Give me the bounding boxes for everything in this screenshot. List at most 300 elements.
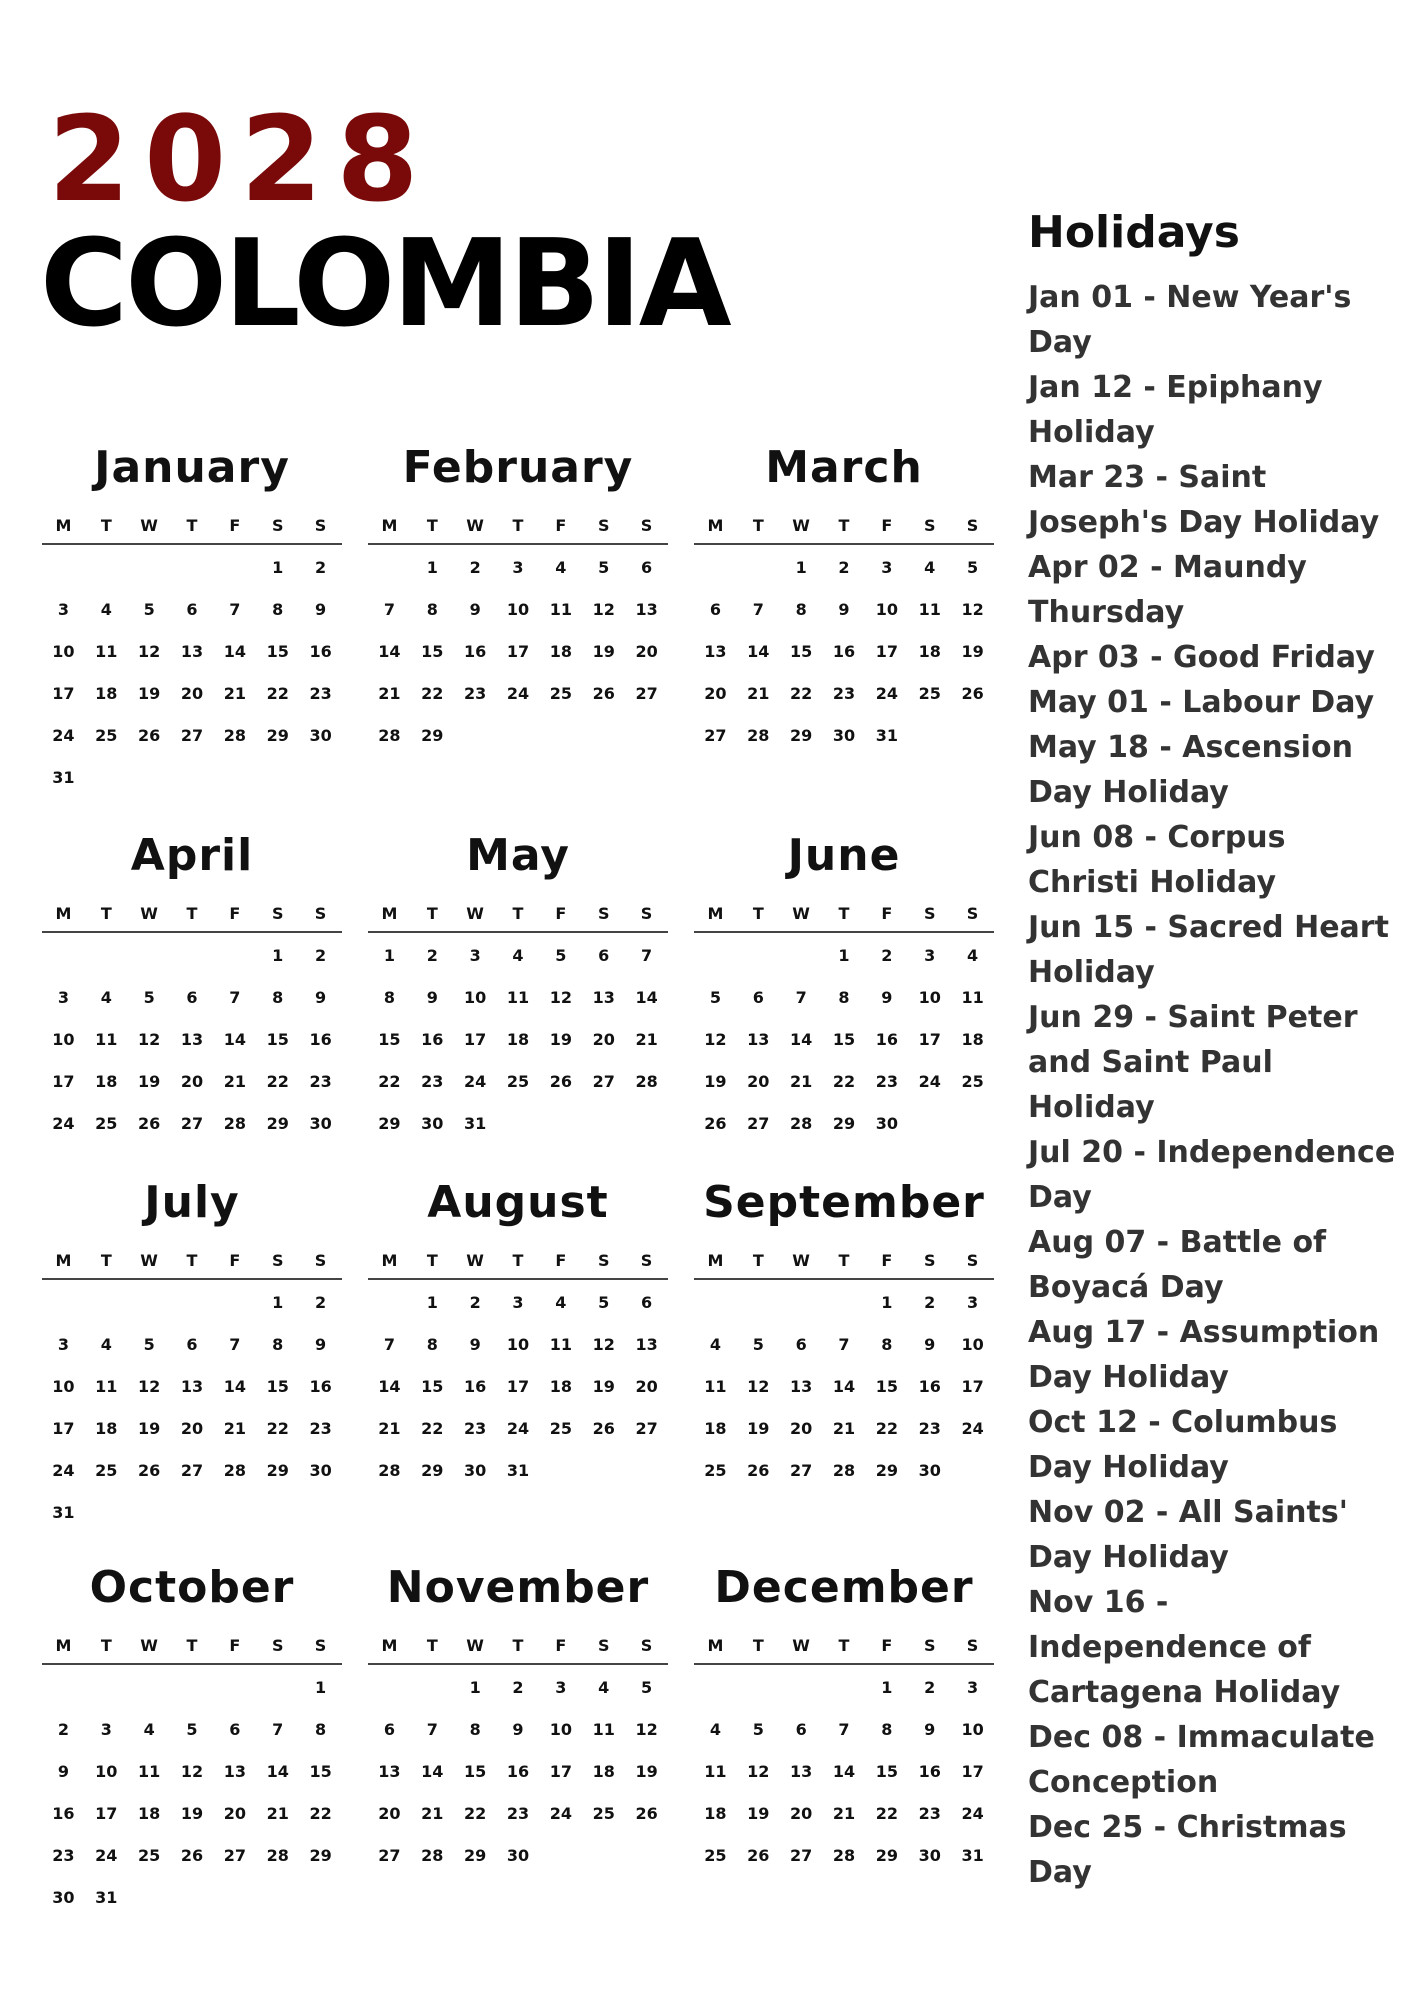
day-cell: 23 bbox=[309, 1072, 332, 1091]
day-cell: 30 bbox=[309, 726, 332, 745]
day-cell: 22 bbox=[266, 1419, 289, 1438]
day-cell: 5 bbox=[709, 988, 721, 1007]
day-cell: 12 bbox=[592, 600, 615, 619]
day-cell: 29 bbox=[464, 1846, 487, 1865]
day-cell: 13 bbox=[747, 1030, 770, 1049]
day-cell: 16 bbox=[421, 1030, 444, 1049]
day-cell: 29 bbox=[421, 726, 444, 745]
day-cell: 1 bbox=[426, 558, 438, 577]
day-cell: 14 bbox=[421, 1762, 444, 1781]
month-august bbox=[368, 1175, 668, 1492]
day-cell: 9 bbox=[838, 600, 850, 619]
weekday-label: T bbox=[838, 516, 850, 535]
day-cell: 11 bbox=[704, 1762, 727, 1781]
day-cell: 28 bbox=[747, 726, 770, 745]
day-cell: 3 bbox=[967, 1678, 979, 1697]
empty-cell bbox=[780, 935, 823, 977]
day-cell: 19 bbox=[180, 1804, 204, 1823]
day-cell: 19 bbox=[961, 642, 984, 661]
weekday-header bbox=[42, 904, 342, 933]
day-grid bbox=[694, 1667, 994, 1877]
day-cell: 4 bbox=[100, 1335, 112, 1354]
day-cell: 5 bbox=[143, 988, 155, 1007]
day-cell: 9 bbox=[512, 1720, 524, 1739]
day-cell: 10 bbox=[95, 1762, 118, 1781]
day-cell: 9 bbox=[426, 988, 438, 1007]
day-cell: 24 bbox=[464, 1072, 487, 1091]
weekday-label: F bbox=[229, 516, 241, 535]
holiday-item: May 18 - Ascension Day Holiday bbox=[1028, 730, 1353, 810]
empty-cell bbox=[85, 1282, 128, 1324]
day-cell: 23 bbox=[918, 1419, 941, 1438]
day-cell: 25 bbox=[704, 1461, 727, 1480]
weekday-label: W bbox=[466, 1636, 484, 1655]
day-cell: 8 bbox=[426, 1335, 438, 1354]
day-cell: 17 bbox=[52, 1419, 75, 1438]
day-cell: 11 bbox=[549, 600, 572, 619]
day-cell: 21 bbox=[266, 1804, 289, 1823]
weekday-label: M bbox=[55, 516, 72, 535]
day-cell: 31 bbox=[875, 726, 898, 745]
month-june bbox=[694, 828, 994, 1145]
day-cell: 3 bbox=[512, 558, 524, 577]
day-cell: 1 bbox=[469, 1678, 481, 1697]
day-cell: 29 bbox=[309, 1846, 332, 1865]
day-cell: 10 bbox=[961, 1720, 984, 1739]
weekday-label: F bbox=[229, 1251, 241, 1270]
empty-cell bbox=[213, 935, 256, 977]
weekday-label: T bbox=[752, 904, 764, 923]
day-cell: 22 bbox=[421, 684, 444, 703]
day-cell: 5 bbox=[143, 1335, 155, 1354]
weekday-label: S bbox=[966, 516, 979, 535]
weekday-label: S bbox=[314, 1636, 327, 1655]
day-cell: 12 bbox=[635, 1720, 658, 1739]
empty-cell bbox=[694, 935, 737, 977]
day-cell: 26 bbox=[747, 1846, 770, 1865]
day-cell: 23 bbox=[52, 1846, 75, 1865]
day-cell: 29 bbox=[790, 726, 813, 745]
weekday-label: W bbox=[792, 516, 810, 535]
weekday-label: M bbox=[381, 516, 398, 535]
day-cell: 15 bbox=[421, 642, 444, 661]
day-cell: 1 bbox=[838, 946, 850, 965]
day-cell: 7 bbox=[229, 1335, 241, 1354]
day-cell: 14 bbox=[266, 1762, 289, 1781]
weekday-label: M bbox=[707, 516, 724, 535]
weekday-label: T bbox=[426, 904, 438, 923]
day-cell: 3 bbox=[57, 1335, 69, 1354]
holiday-item: Jan 12 - Epiphany Holiday bbox=[1028, 370, 1323, 450]
empty-cell bbox=[42, 935, 85, 977]
day-cell: 18 bbox=[95, 1072, 118, 1091]
weekday-label: S bbox=[966, 904, 979, 923]
day-cell: 14 bbox=[747, 642, 770, 661]
weekday-label: T bbox=[426, 1251, 438, 1270]
weekday-header bbox=[694, 516, 994, 545]
day-cell: 14 bbox=[223, 1030, 246, 1049]
empty-cell bbox=[368, 1282, 411, 1324]
day-cell: 8 bbox=[272, 988, 284, 1007]
day-cell: 12 bbox=[138, 1377, 161, 1396]
day-cell: 3 bbox=[555, 1678, 567, 1697]
day-cell: 13 bbox=[790, 1377, 813, 1396]
empty-cell bbox=[256, 1667, 299, 1709]
weekday-label: S bbox=[923, 1636, 936, 1655]
day-cell: 25 bbox=[138, 1846, 161, 1865]
day-cell: 22 bbox=[309, 1804, 332, 1823]
weekday-label: M bbox=[55, 1251, 72, 1270]
weekday-label: S bbox=[640, 904, 653, 923]
weekday-label: T bbox=[186, 1251, 198, 1270]
day-cell: 20 bbox=[790, 1804, 813, 1823]
day-cell: 4 bbox=[512, 946, 524, 965]
day-cell: 8 bbox=[838, 988, 850, 1007]
day-cell: 23 bbox=[309, 1419, 332, 1438]
day-cell: 3 bbox=[924, 946, 936, 965]
day-cell: 22 bbox=[464, 1804, 487, 1823]
weekday-label: M bbox=[707, 1636, 724, 1655]
day-cell: 2 bbox=[315, 558, 327, 577]
day-cell: 19 bbox=[747, 1419, 770, 1438]
day-cell: 3 bbox=[57, 600, 69, 619]
day-cell: 15 bbox=[464, 1762, 487, 1781]
empty-cell bbox=[128, 547, 171, 589]
day-cell: 28 bbox=[832, 1846, 856, 1865]
weekday-label: S bbox=[271, 516, 284, 535]
weekday-label: W bbox=[140, 904, 158, 923]
day-cell: 11 bbox=[138, 1762, 161, 1781]
weekday-header bbox=[694, 904, 994, 933]
holiday-item: Jun 29 - Saint Peter and Saint Paul Holiday bbox=[1028, 1000, 1358, 1125]
weekday-label: S bbox=[923, 904, 936, 923]
day-cell: 29 bbox=[421, 1461, 444, 1480]
day-cell: 19 bbox=[592, 1377, 615, 1396]
weekday-label: F bbox=[229, 1636, 241, 1655]
day-cell: 26 bbox=[635, 1804, 658, 1823]
month-july bbox=[42, 1175, 342, 1534]
day-cell: 5 bbox=[641, 1678, 653, 1697]
day-cell: 13 bbox=[180, 1030, 204, 1049]
month-name: January bbox=[94, 442, 290, 493]
day-cell: 21 bbox=[378, 1419, 401, 1438]
day-cell: 25 bbox=[95, 726, 118, 745]
day-cell: 6 bbox=[709, 600, 721, 619]
day-cell: 27 bbox=[790, 1846, 813, 1865]
weekday-label: M bbox=[55, 1636, 72, 1655]
day-cell: 23 bbox=[464, 684, 487, 703]
day-cell: 11 bbox=[95, 1377, 118, 1396]
day-cell: 6 bbox=[598, 946, 610, 965]
day-cell: 5 bbox=[752, 1335, 764, 1354]
day-cell: 29 bbox=[875, 1461, 898, 1480]
empty-cell bbox=[85, 547, 128, 589]
empty-cell bbox=[694, 547, 737, 589]
empty-cell bbox=[171, 1667, 214, 1709]
day-cell: 25 bbox=[95, 1461, 118, 1480]
weekday-label: T bbox=[426, 516, 438, 535]
day-cell: 29 bbox=[266, 1461, 289, 1480]
weekday-label: T bbox=[100, 1251, 112, 1270]
day-grid bbox=[694, 1282, 994, 1492]
day-cell: 20 bbox=[747, 1072, 770, 1091]
month-march bbox=[694, 440, 994, 757]
day-cell: 22 bbox=[266, 684, 289, 703]
day-grid bbox=[42, 935, 342, 1145]
month-name: December bbox=[714, 1562, 974, 1613]
day-cell: 23 bbox=[421, 1072, 444, 1091]
day-cell: 15 bbox=[421, 1377, 444, 1396]
day-cell: 10 bbox=[52, 1377, 75, 1396]
day-cell: 26 bbox=[549, 1072, 572, 1091]
day-cell: 28 bbox=[790, 1114, 813, 1133]
day-grid bbox=[694, 547, 994, 757]
day-cell: 13 bbox=[378, 1762, 401, 1781]
day-cell: 25 bbox=[549, 1419, 572, 1438]
empty-cell bbox=[213, 1667, 256, 1709]
day-cell: 22 bbox=[875, 1804, 898, 1823]
day-cell: 26 bbox=[592, 684, 615, 703]
day-cell: 7 bbox=[229, 600, 241, 619]
day-cell: 11 bbox=[95, 642, 118, 661]
day-cell: 28 bbox=[223, 1461, 246, 1480]
weekday-label: W bbox=[792, 1636, 810, 1655]
weekday-label: S bbox=[966, 1636, 979, 1655]
weekday-label: W bbox=[466, 904, 484, 923]
day-cell: 19 bbox=[138, 1419, 161, 1438]
day-cell: 8 bbox=[881, 1720, 893, 1739]
weekday-header bbox=[694, 1251, 994, 1280]
day-cell: 23 bbox=[309, 684, 332, 703]
day-cell: 7 bbox=[272, 1720, 284, 1739]
day-cell: 25 bbox=[592, 1804, 615, 1823]
month-name: June bbox=[787, 830, 901, 881]
day-cell: 4 bbox=[100, 988, 112, 1007]
month-january bbox=[42, 440, 342, 799]
weekday-label: W bbox=[466, 1251, 484, 1270]
day-cell: 16 bbox=[918, 1762, 941, 1781]
weekday-label: T bbox=[186, 904, 198, 923]
country-title: COLOMBIA bbox=[40, 215, 729, 354]
day-cell: 20 bbox=[704, 684, 727, 703]
day-cell: 12 bbox=[747, 1762, 770, 1781]
day-cell: 11 bbox=[961, 988, 984, 1007]
weekday-label: T bbox=[512, 904, 524, 923]
day-cell: 17 bbox=[506, 642, 530, 661]
day-cell: 24 bbox=[506, 684, 530, 703]
day-cell: 18 bbox=[95, 1419, 118, 1438]
weekday-header bbox=[42, 1636, 342, 1665]
weekday-label: W bbox=[466, 516, 484, 535]
day-cell: 17 bbox=[506, 1377, 530, 1396]
weekday-label: T bbox=[186, 516, 198, 535]
day-cell: 8 bbox=[315, 1720, 327, 1739]
day-cell: 20 bbox=[223, 1804, 246, 1823]
empty-cell bbox=[42, 1282, 85, 1324]
weekday-header bbox=[368, 904, 668, 933]
day-cell: 15 bbox=[832, 1030, 856, 1049]
holiday-item: May 01 - Labour Day bbox=[1028, 685, 1375, 720]
month-february bbox=[368, 440, 668, 757]
day-cell: 25 bbox=[704, 1846, 727, 1865]
weekday-label: S bbox=[640, 516, 653, 535]
day-cell: 24 bbox=[961, 1419, 984, 1438]
day-cell: 30 bbox=[309, 1461, 332, 1480]
day-cell: 9 bbox=[315, 600, 327, 619]
day-cell: 13 bbox=[635, 1335, 658, 1354]
empty-cell bbox=[213, 547, 256, 589]
holiday-list bbox=[1028, 275, 1398, 1895]
empty-cell bbox=[85, 1667, 128, 1709]
day-grid bbox=[42, 547, 342, 799]
day-cell: 30 bbox=[918, 1461, 941, 1480]
day-cell: 8 bbox=[795, 600, 807, 619]
day-cell: 22 bbox=[421, 1419, 444, 1438]
empty-cell bbox=[128, 1282, 171, 1324]
empty-cell bbox=[85, 935, 128, 977]
day-cell: 6 bbox=[186, 600, 198, 619]
day-cell: 10 bbox=[506, 1335, 530, 1354]
holiday-item: Jan 01 - New Year's Day bbox=[1028, 280, 1352, 360]
day-cell: 2 bbox=[469, 558, 481, 577]
day-cell: 14 bbox=[378, 642, 401, 661]
weekday-label: W bbox=[140, 1636, 158, 1655]
day-cell: 9 bbox=[469, 600, 481, 619]
weekday-label: T bbox=[752, 1636, 764, 1655]
day-cell: 4 bbox=[967, 946, 979, 965]
day-cell: 6 bbox=[383, 1720, 395, 1739]
weekday-label: M bbox=[381, 904, 398, 923]
weekday-label: T bbox=[100, 1636, 112, 1655]
day-cell: 7 bbox=[838, 1720, 850, 1739]
day-cell: 13 bbox=[592, 988, 615, 1007]
day-grid bbox=[694, 935, 994, 1145]
day-cell: 6 bbox=[229, 1720, 241, 1739]
day-cell: 25 bbox=[961, 1072, 984, 1091]
day-cell: 20 bbox=[180, 684, 204, 703]
day-cell: 4 bbox=[555, 558, 567, 577]
holidays-title: Holidays bbox=[1028, 207, 1240, 258]
day-cell: 10 bbox=[506, 600, 530, 619]
day-cell: 17 bbox=[52, 1072, 75, 1091]
day-cell: 22 bbox=[875, 1419, 898, 1438]
day-cell: 30 bbox=[52, 1888, 75, 1907]
day-cell: 31 bbox=[95, 1888, 118, 1907]
day-cell: 27 bbox=[180, 1461, 204, 1480]
weekday-label: S bbox=[597, 904, 610, 923]
day-cell: 2 bbox=[315, 946, 327, 965]
day-cell: 27 bbox=[704, 726, 727, 745]
holiday-item: Nov 02 - All Saints' Day Holiday bbox=[1028, 1495, 1348, 1575]
month-name: May bbox=[466, 830, 570, 881]
day-cell: 12 bbox=[961, 600, 984, 619]
holiday-item: Dec 08 - Immaculate Conception bbox=[1028, 1720, 1375, 1800]
weekday-label: S bbox=[923, 516, 936, 535]
day-cell: 17 bbox=[918, 1030, 941, 1049]
day-cell: 2 bbox=[57, 1720, 69, 1739]
day-cell: 19 bbox=[704, 1072, 727, 1091]
empty-cell bbox=[368, 547, 411, 589]
day-cell: 18 bbox=[506, 1030, 530, 1049]
day-cell: 12 bbox=[592, 1335, 615, 1354]
day-cell: 20 bbox=[378, 1804, 401, 1823]
day-cell: 13 bbox=[790, 1762, 813, 1781]
weekday-label: W bbox=[792, 1251, 810, 1270]
day-cell: 8 bbox=[383, 988, 395, 1007]
day-cell: 17 bbox=[961, 1762, 984, 1781]
day-cell: 5 bbox=[598, 558, 610, 577]
day-cell: 19 bbox=[592, 642, 615, 661]
day-cell: 1 bbox=[795, 558, 807, 577]
day-cell: 23 bbox=[464, 1419, 487, 1438]
day-cell: 25 bbox=[506, 1072, 530, 1091]
day-cell: 2 bbox=[838, 558, 850, 577]
weekday-label: T bbox=[512, 1636, 524, 1655]
day-cell: 10 bbox=[52, 642, 75, 661]
day-cell: 4 bbox=[143, 1720, 155, 1739]
calendar-year: 2028 bbox=[48, 90, 433, 228]
day-cell: 29 bbox=[875, 1846, 898, 1865]
day-cell: 30 bbox=[918, 1846, 941, 1865]
weekday-label: T bbox=[100, 904, 112, 923]
day-cell: 3 bbox=[967, 1293, 979, 1312]
day-cell: 24 bbox=[506, 1419, 530, 1438]
weekday-label: T bbox=[838, 1636, 850, 1655]
weekday-label: M bbox=[381, 1636, 398, 1655]
day-grid bbox=[42, 1282, 342, 1534]
day-cell: 20 bbox=[790, 1419, 813, 1438]
empty-cell bbox=[171, 935, 214, 977]
weekday-label: T bbox=[752, 1251, 764, 1270]
day-cell: 6 bbox=[752, 988, 764, 1007]
day-cell: 11 bbox=[506, 988, 530, 1007]
weekday-label: M bbox=[707, 904, 724, 923]
weekday-label: F bbox=[881, 904, 893, 923]
weekday-label: W bbox=[140, 1251, 158, 1270]
weekday-label: S bbox=[923, 1251, 936, 1270]
month-name: February bbox=[402, 442, 634, 493]
day-cell: 13 bbox=[223, 1762, 246, 1781]
weekday-header bbox=[368, 1636, 668, 1665]
holiday-item: Apr 02 - Maundy Thursday bbox=[1028, 550, 1307, 630]
day-cell: 17 bbox=[961, 1377, 984, 1396]
day-cell: 12 bbox=[180, 1762, 204, 1781]
day-cell: 1 bbox=[881, 1678, 893, 1697]
day-cell: 9 bbox=[315, 1335, 327, 1354]
day-cell: 9 bbox=[469, 1335, 481, 1354]
day-cell: 29 bbox=[832, 1114, 856, 1133]
day-cell: 21 bbox=[378, 684, 401, 703]
day-cell: 7 bbox=[426, 1720, 438, 1739]
day-cell: 3 bbox=[100, 1720, 112, 1739]
month-name: April bbox=[130, 830, 254, 881]
day-cell: 14 bbox=[832, 1377, 856, 1396]
weekday-label: T bbox=[100, 516, 112, 535]
empty-cell bbox=[694, 1282, 737, 1324]
holiday-item: Nov 16 - Independence of Cartagena Holiday bbox=[1028, 1585, 1341, 1710]
month-name: March bbox=[765, 442, 923, 493]
day-cell: 28 bbox=[832, 1461, 856, 1480]
empty-cell bbox=[823, 1667, 866, 1709]
day-cell: 21 bbox=[223, 1419, 246, 1438]
day-cell: 26 bbox=[138, 726, 161, 745]
day-cell: 25 bbox=[918, 684, 941, 703]
day-cell: 10 bbox=[918, 988, 941, 1007]
weekday-label: F bbox=[881, 1251, 893, 1270]
day-cell: 22 bbox=[378, 1072, 401, 1091]
day-cell: 31 bbox=[52, 1503, 75, 1522]
day-cell: 2 bbox=[924, 1293, 936, 1312]
